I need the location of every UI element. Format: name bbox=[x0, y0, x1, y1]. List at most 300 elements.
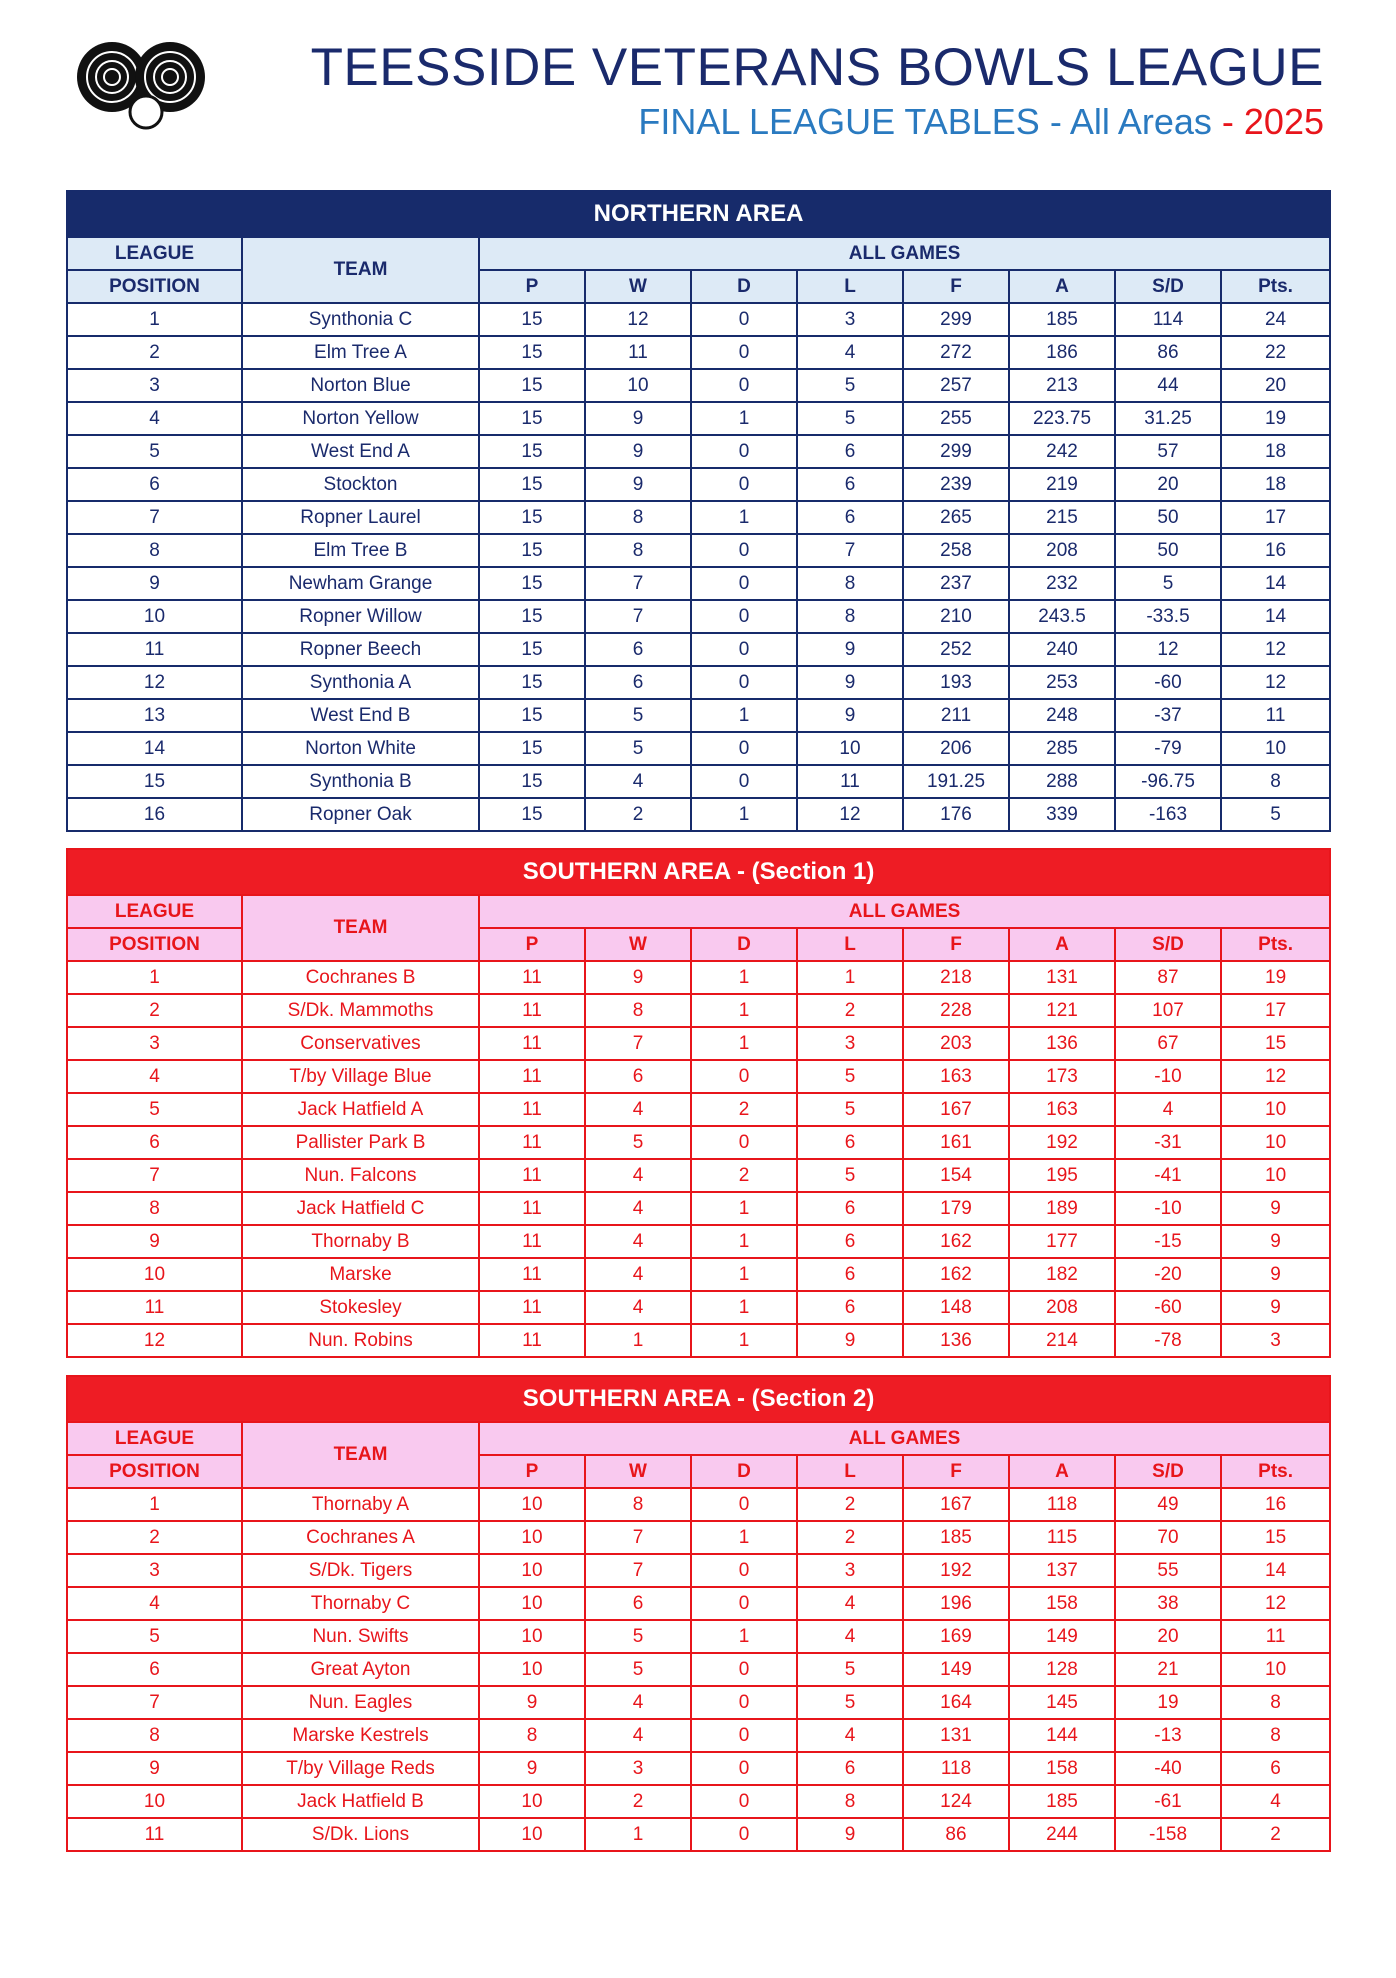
points-cell: 19 bbox=[1221, 961, 1330, 994]
position-cell: 5 bbox=[67, 1620, 242, 1653]
table-row bbox=[67, 303, 1330, 336]
shot-difference-cell: 38 bbox=[1115, 1587, 1221, 1620]
drawn-cell: 0 bbox=[691, 1060, 797, 1093]
page-subtitle bbox=[638, 100, 1324, 144]
position-cell: 7 bbox=[67, 501, 242, 534]
won-cell: 10 bbox=[585, 369, 691, 402]
drawn-cell: 0 bbox=[691, 666, 797, 699]
position-cell: 6 bbox=[67, 1653, 242, 1686]
points-cell: 22 bbox=[1221, 336, 1330, 369]
all-games-header: ALL GAMES bbox=[479, 237, 1330, 270]
lost-cell: 5 bbox=[797, 1159, 903, 1192]
lost-cell: 8 bbox=[797, 1785, 903, 1818]
drawn-cell: 0 bbox=[691, 1818, 797, 1851]
shot-difference-cell: 86 bbox=[1115, 336, 1221, 369]
position-cell: 8 bbox=[67, 1719, 242, 1752]
position-cell: 15 bbox=[67, 765, 242, 798]
table-title: NORTHERN AREA bbox=[67, 191, 1330, 237]
lost-cell: 7 bbox=[797, 534, 903, 567]
points-cell: 8 bbox=[1221, 765, 1330, 798]
col-l-header: L bbox=[797, 1455, 903, 1488]
table-row bbox=[67, 402, 1330, 435]
played-cell: 15 bbox=[479, 435, 585, 468]
won-cell: 6 bbox=[585, 1060, 691, 1093]
played-cell: 10 bbox=[479, 1587, 585, 1620]
position-cell: 2 bbox=[67, 994, 242, 1027]
for-cell: 193 bbox=[903, 666, 1009, 699]
points-cell: 17 bbox=[1221, 501, 1330, 534]
table-row bbox=[67, 699, 1330, 732]
table-row bbox=[67, 1093, 1330, 1126]
points-cell: 10 bbox=[1221, 1126, 1330, 1159]
position-cell: 10 bbox=[67, 1785, 242, 1818]
against-cell: 121 bbox=[1009, 994, 1115, 1027]
table-row bbox=[67, 1521, 1330, 1554]
played-cell: 15 bbox=[479, 600, 585, 633]
team-cell: Elm Tree A bbox=[242, 336, 479, 369]
drawn-cell: 1 bbox=[691, 961, 797, 994]
table-row bbox=[67, 1126, 1330, 1159]
team-cell: Ropner Oak bbox=[242, 798, 479, 831]
for-cell: 192 bbox=[903, 1554, 1009, 1587]
lost-cell: 5 bbox=[797, 402, 903, 435]
position-header-line2: POSITION bbox=[67, 1455, 242, 1488]
position-cell: 9 bbox=[67, 1752, 242, 1785]
team-cell: Thornaby B bbox=[242, 1225, 479, 1258]
team-cell: Marske bbox=[242, 1258, 479, 1291]
played-cell: 15 bbox=[479, 303, 585, 336]
drawn-cell: 0 bbox=[691, 1686, 797, 1719]
table-row bbox=[67, 1060, 1330, 1093]
points-cell: 12 bbox=[1221, 666, 1330, 699]
for-cell: 161 bbox=[903, 1126, 1009, 1159]
col-p-header: P bbox=[479, 1455, 585, 1488]
won-cell: 7 bbox=[585, 1027, 691, 1060]
team-cell: West End B bbox=[242, 699, 479, 732]
drawn-cell: 1 bbox=[691, 1620, 797, 1653]
shot-difference-cell: -78 bbox=[1115, 1324, 1221, 1357]
shot-difference-cell: 87 bbox=[1115, 961, 1221, 994]
team-cell: Stokesley bbox=[242, 1291, 479, 1324]
lost-cell: 4 bbox=[797, 1620, 903, 1653]
for-cell: 196 bbox=[903, 1587, 1009, 1620]
points-cell: 19 bbox=[1221, 402, 1330, 435]
against-cell: 223.75 bbox=[1009, 402, 1115, 435]
shot-difference-cell: -15 bbox=[1115, 1225, 1221, 1258]
shot-difference-cell: -60 bbox=[1115, 1291, 1221, 1324]
team-cell: Cochranes B bbox=[242, 961, 479, 994]
played-cell: 11 bbox=[479, 1027, 585, 1060]
won-cell: 6 bbox=[585, 1587, 691, 1620]
for-cell: 148 bbox=[903, 1291, 1009, 1324]
position-cell: 1 bbox=[67, 1488, 242, 1521]
won-cell: 1 bbox=[585, 1324, 691, 1357]
shot-difference-cell: 67 bbox=[1115, 1027, 1221, 1060]
against-cell: 177 bbox=[1009, 1225, 1115, 1258]
table-row bbox=[67, 1752, 1330, 1785]
won-cell: 6 bbox=[585, 633, 691, 666]
played-cell: 11 bbox=[479, 961, 585, 994]
col-w-header: W bbox=[585, 1455, 691, 1488]
won-cell: 9 bbox=[585, 468, 691, 501]
subtitle-separator: - bbox=[1211, 101, 1244, 142]
played-cell: 10 bbox=[479, 1818, 585, 1851]
for-cell: 185 bbox=[903, 1521, 1009, 1554]
played-cell: 11 bbox=[479, 1126, 585, 1159]
table-row bbox=[67, 1291, 1330, 1324]
lost-cell: 5 bbox=[797, 1686, 903, 1719]
team-cell: Cochranes A bbox=[242, 1521, 479, 1554]
shot-difference-cell: -60 bbox=[1115, 666, 1221, 699]
for-cell: 203 bbox=[903, 1027, 1009, 1060]
lost-cell: 8 bbox=[797, 600, 903, 633]
for-cell: 176 bbox=[903, 798, 1009, 831]
lost-cell: 4 bbox=[797, 336, 903, 369]
drawn-cell: 0 bbox=[691, 1785, 797, 1818]
table-title: SOUTHERN AREA - (Section 1) bbox=[67, 849, 1330, 895]
lost-cell: 6 bbox=[797, 435, 903, 468]
played-cell: 10 bbox=[479, 1785, 585, 1818]
lost-cell: 2 bbox=[797, 994, 903, 1027]
for-cell: 169 bbox=[903, 1620, 1009, 1653]
points-cell: 15 bbox=[1221, 1027, 1330, 1060]
team-cell: Norton Blue bbox=[242, 369, 479, 402]
position-header: LEAGUE bbox=[67, 895, 242, 928]
against-cell: 173 bbox=[1009, 1060, 1115, 1093]
shot-difference-cell: 5 bbox=[1115, 567, 1221, 600]
against-cell: 244 bbox=[1009, 1818, 1115, 1851]
won-cell: 2 bbox=[585, 1785, 691, 1818]
for-cell: 228 bbox=[903, 994, 1009, 1027]
played-cell: 8 bbox=[479, 1719, 585, 1752]
against-cell: 115 bbox=[1009, 1521, 1115, 1554]
table-row bbox=[67, 765, 1330, 798]
points-cell: 5 bbox=[1221, 798, 1330, 831]
drawn-cell: 1 bbox=[691, 1521, 797, 1554]
subtitle-year: 2025 bbox=[1243, 101, 1324, 142]
col-sd-header: S/D bbox=[1115, 1455, 1221, 1488]
drawn-cell: 0 bbox=[691, 534, 797, 567]
team-cell: Nun. Eagles bbox=[242, 1686, 479, 1719]
drawn-cell: 0 bbox=[691, 1752, 797, 1785]
drawn-cell: 0 bbox=[691, 600, 797, 633]
col-f-header: F bbox=[903, 270, 1009, 303]
drawn-cell: 1 bbox=[691, 1324, 797, 1357]
won-cell: 4 bbox=[585, 1719, 691, 1752]
played-cell: 10 bbox=[479, 1620, 585, 1653]
won-cell: 1 bbox=[585, 1818, 691, 1851]
for-cell: 124 bbox=[903, 1785, 1009, 1818]
won-cell: 7 bbox=[585, 567, 691, 600]
against-cell: 131 bbox=[1009, 961, 1115, 994]
position-cell: 3 bbox=[67, 1554, 242, 1587]
against-cell: 240 bbox=[1009, 633, 1115, 666]
won-cell: 9 bbox=[585, 435, 691, 468]
against-cell: 182 bbox=[1009, 1258, 1115, 1291]
lost-cell: 10 bbox=[797, 732, 903, 765]
position-cell: 13 bbox=[67, 699, 242, 732]
played-cell: 9 bbox=[479, 1686, 585, 1719]
team-cell: Nun. Falcons bbox=[242, 1159, 479, 1192]
points-cell: 10 bbox=[1221, 1093, 1330, 1126]
drawn-cell: 1 bbox=[691, 1192, 797, 1225]
col-pts-header: Pts. bbox=[1221, 928, 1330, 961]
played-cell: 15 bbox=[479, 699, 585, 732]
points-cell: 10 bbox=[1221, 732, 1330, 765]
all-games-header: ALL GAMES bbox=[479, 895, 1330, 928]
team-cell: Norton White bbox=[242, 732, 479, 765]
against-cell: 215 bbox=[1009, 501, 1115, 534]
position-cell: 12 bbox=[67, 666, 242, 699]
team-cell: Elm Tree B bbox=[242, 534, 479, 567]
team-cell: Jack Hatfield C bbox=[242, 1192, 479, 1225]
position-cell: 9 bbox=[67, 567, 242, 600]
against-cell: 253 bbox=[1009, 666, 1115, 699]
team-cell: Synthonia C bbox=[242, 303, 479, 336]
team-cell: Pallister Park B bbox=[242, 1126, 479, 1159]
lost-cell: 2 bbox=[797, 1488, 903, 1521]
lost-cell: 6 bbox=[797, 1225, 903, 1258]
points-cell: 11 bbox=[1221, 1620, 1330, 1653]
northern-area-table bbox=[66, 190, 1331, 832]
lost-cell: 5 bbox=[797, 1093, 903, 1126]
for-cell: 257 bbox=[903, 369, 1009, 402]
for-cell: 272 bbox=[903, 336, 1009, 369]
against-cell: 158 bbox=[1009, 1587, 1115, 1620]
played-cell: 11 bbox=[479, 1192, 585, 1225]
shot-difference-cell: 107 bbox=[1115, 994, 1221, 1027]
points-cell: 16 bbox=[1221, 1488, 1330, 1521]
drawn-cell: 1 bbox=[691, 501, 797, 534]
drawn-cell: 1 bbox=[691, 1027, 797, 1060]
played-cell: 11 bbox=[479, 1324, 585, 1357]
table-row bbox=[67, 961, 1330, 994]
shot-difference-cell: 49 bbox=[1115, 1488, 1221, 1521]
points-cell: 12 bbox=[1221, 633, 1330, 666]
position-cell: 10 bbox=[67, 600, 242, 633]
table-row bbox=[67, 1785, 1330, 1818]
position-header-line2: POSITION bbox=[67, 270, 242, 303]
lost-cell: 6 bbox=[797, 1192, 903, 1225]
points-cell: 12 bbox=[1221, 1587, 1330, 1620]
against-cell: 192 bbox=[1009, 1126, 1115, 1159]
table-row bbox=[67, 1258, 1330, 1291]
drawn-cell: 1 bbox=[691, 1258, 797, 1291]
won-cell: 7 bbox=[585, 1554, 691, 1587]
table-row bbox=[67, 567, 1330, 600]
for-cell: 206 bbox=[903, 732, 1009, 765]
position-header: LEAGUE bbox=[67, 237, 242, 270]
shot-difference-cell: 31.25 bbox=[1115, 402, 1221, 435]
against-cell: 208 bbox=[1009, 534, 1115, 567]
points-cell: 18 bbox=[1221, 435, 1330, 468]
table-row bbox=[67, 336, 1330, 369]
col-a-header: A bbox=[1009, 270, 1115, 303]
against-cell: 243.5 bbox=[1009, 600, 1115, 633]
points-cell: 10 bbox=[1221, 1159, 1330, 1192]
team-header: TEAM bbox=[242, 1422, 479, 1488]
against-cell: 232 bbox=[1009, 567, 1115, 600]
won-cell: 2 bbox=[585, 798, 691, 831]
against-cell: 285 bbox=[1009, 732, 1115, 765]
won-cell: 4 bbox=[585, 1225, 691, 1258]
for-cell: 255 bbox=[903, 402, 1009, 435]
subtitle-separator: - bbox=[1039, 101, 1070, 142]
against-cell: 339 bbox=[1009, 798, 1115, 831]
position-cell: 4 bbox=[67, 1060, 242, 1093]
table-row bbox=[67, 369, 1330, 402]
table-row bbox=[67, 1818, 1330, 1851]
position-cell: 1 bbox=[67, 303, 242, 336]
for-cell: 252 bbox=[903, 633, 1009, 666]
against-cell: 219 bbox=[1009, 468, 1115, 501]
drawn-cell: 0 bbox=[691, 1488, 797, 1521]
points-cell: 8 bbox=[1221, 1719, 1330, 1752]
points-cell: 9 bbox=[1221, 1291, 1330, 1324]
position-cell: 11 bbox=[67, 633, 242, 666]
for-cell: 164 bbox=[903, 1686, 1009, 1719]
lost-cell: 9 bbox=[797, 633, 903, 666]
table-row bbox=[67, 435, 1330, 468]
position-cell: 16 bbox=[67, 798, 242, 831]
drawn-cell: 1 bbox=[691, 699, 797, 732]
drawn-cell: 0 bbox=[691, 567, 797, 600]
won-cell: 9 bbox=[585, 402, 691, 435]
played-cell: 15 bbox=[479, 468, 585, 501]
for-cell: 131 bbox=[903, 1719, 1009, 1752]
for-cell: 299 bbox=[903, 435, 1009, 468]
team-cell: Great Ayton bbox=[242, 1653, 479, 1686]
position-cell: 12 bbox=[67, 1324, 242, 1357]
won-cell: 5 bbox=[585, 1620, 691, 1653]
played-cell: 15 bbox=[479, 732, 585, 765]
table-row bbox=[67, 732, 1330, 765]
team-cell: Jack Hatfield B bbox=[242, 1785, 479, 1818]
lost-cell: 3 bbox=[797, 1554, 903, 1587]
won-cell: 7 bbox=[585, 1521, 691, 1554]
shot-difference-cell: 20 bbox=[1115, 468, 1221, 501]
won-cell: 4 bbox=[585, 1192, 691, 1225]
for-cell: 136 bbox=[903, 1324, 1009, 1357]
table-row bbox=[67, 1653, 1330, 1686]
shot-difference-cell: -10 bbox=[1115, 1060, 1221, 1093]
won-cell: 8 bbox=[585, 534, 691, 567]
drawn-cell: 0 bbox=[691, 435, 797, 468]
table-row bbox=[67, 1192, 1330, 1225]
team-cell: Norton Yellow bbox=[242, 402, 479, 435]
for-cell: 167 bbox=[903, 1093, 1009, 1126]
col-f-header: F bbox=[903, 1455, 1009, 1488]
won-cell: 8 bbox=[585, 994, 691, 1027]
played-cell: 15 bbox=[479, 567, 585, 600]
against-cell: 213 bbox=[1009, 369, 1115, 402]
table-row bbox=[67, 1159, 1330, 1192]
col-d-header: D bbox=[691, 928, 797, 961]
table-row bbox=[67, 994, 1330, 1027]
points-cell: 16 bbox=[1221, 534, 1330, 567]
against-cell: 189 bbox=[1009, 1192, 1115, 1225]
shot-difference-cell: 50 bbox=[1115, 501, 1221, 534]
team-cell: West End A bbox=[242, 435, 479, 468]
shot-difference-cell: -79 bbox=[1115, 732, 1221, 765]
for-cell: 118 bbox=[903, 1752, 1009, 1785]
drawn-cell: 1 bbox=[691, 994, 797, 1027]
points-cell: 8 bbox=[1221, 1686, 1330, 1719]
col-pts-header: Pts. bbox=[1221, 1455, 1330, 1488]
played-cell: 11 bbox=[479, 994, 585, 1027]
shot-difference-cell: 21 bbox=[1115, 1653, 1221, 1686]
shot-difference-cell: -96.75 bbox=[1115, 765, 1221, 798]
played-cell: 15 bbox=[479, 765, 585, 798]
for-cell: 154 bbox=[903, 1159, 1009, 1192]
position-cell: 3 bbox=[67, 1027, 242, 1060]
drawn-cell: 2 bbox=[691, 1093, 797, 1126]
points-cell: 9 bbox=[1221, 1258, 1330, 1291]
position-cell: 10 bbox=[67, 1258, 242, 1291]
won-cell: 5 bbox=[585, 699, 691, 732]
points-cell: 4 bbox=[1221, 1785, 1330, 1818]
drawn-cell: 0 bbox=[691, 1719, 797, 1752]
drawn-cell: 1 bbox=[691, 798, 797, 831]
table-title: SOUTHERN AREA - (Section 2) bbox=[67, 1376, 1330, 1422]
won-cell: 6 bbox=[585, 666, 691, 699]
team-header: TEAM bbox=[242, 237, 479, 303]
position-cell: 11 bbox=[67, 1818, 242, 1851]
won-cell: 7 bbox=[585, 600, 691, 633]
col-a-header: A bbox=[1009, 928, 1115, 961]
played-cell: 10 bbox=[479, 1653, 585, 1686]
drawn-cell: 0 bbox=[691, 1554, 797, 1587]
position-cell: 6 bbox=[67, 1126, 242, 1159]
team-cell: S/Dk. Lions bbox=[242, 1818, 479, 1851]
team-cell: Conservatives bbox=[242, 1027, 479, 1060]
played-cell: 11 bbox=[479, 1159, 585, 1192]
shot-difference-cell: 50 bbox=[1115, 534, 1221, 567]
lost-cell: 6 bbox=[797, 1752, 903, 1785]
against-cell: 208 bbox=[1009, 1291, 1115, 1324]
lost-cell: 4 bbox=[797, 1719, 903, 1752]
played-cell: 15 bbox=[479, 633, 585, 666]
for-cell: 86 bbox=[903, 1818, 1009, 1851]
col-w-header: W bbox=[585, 270, 691, 303]
played-cell: 15 bbox=[479, 501, 585, 534]
team-cell: Ropner Laurel bbox=[242, 501, 479, 534]
col-w-header: W bbox=[585, 928, 691, 961]
position-cell: 8 bbox=[67, 534, 242, 567]
team-header: TEAM bbox=[242, 895, 479, 961]
col-l-header: L bbox=[797, 928, 903, 961]
table-row bbox=[67, 600, 1330, 633]
lost-cell: 5 bbox=[797, 1060, 903, 1093]
col-a-header: A bbox=[1009, 1455, 1115, 1488]
table-row bbox=[67, 1027, 1330, 1060]
team-cell: Thornaby A bbox=[242, 1488, 479, 1521]
lost-cell: 3 bbox=[797, 303, 903, 336]
points-cell: 14 bbox=[1221, 600, 1330, 633]
col-f-header: F bbox=[903, 928, 1009, 961]
drawn-cell: 0 bbox=[691, 633, 797, 666]
for-cell: 167 bbox=[903, 1488, 1009, 1521]
lost-cell: 9 bbox=[797, 666, 903, 699]
drawn-cell: 0 bbox=[691, 369, 797, 402]
shot-difference-cell: -163 bbox=[1115, 798, 1221, 831]
table-row bbox=[67, 1719, 1330, 1752]
col-sd-header: S/D bbox=[1115, 270, 1221, 303]
col-p-header: P bbox=[479, 928, 585, 961]
table-row bbox=[67, 501, 1330, 534]
table-row bbox=[67, 1686, 1330, 1719]
position-cell: 7 bbox=[67, 1686, 242, 1719]
